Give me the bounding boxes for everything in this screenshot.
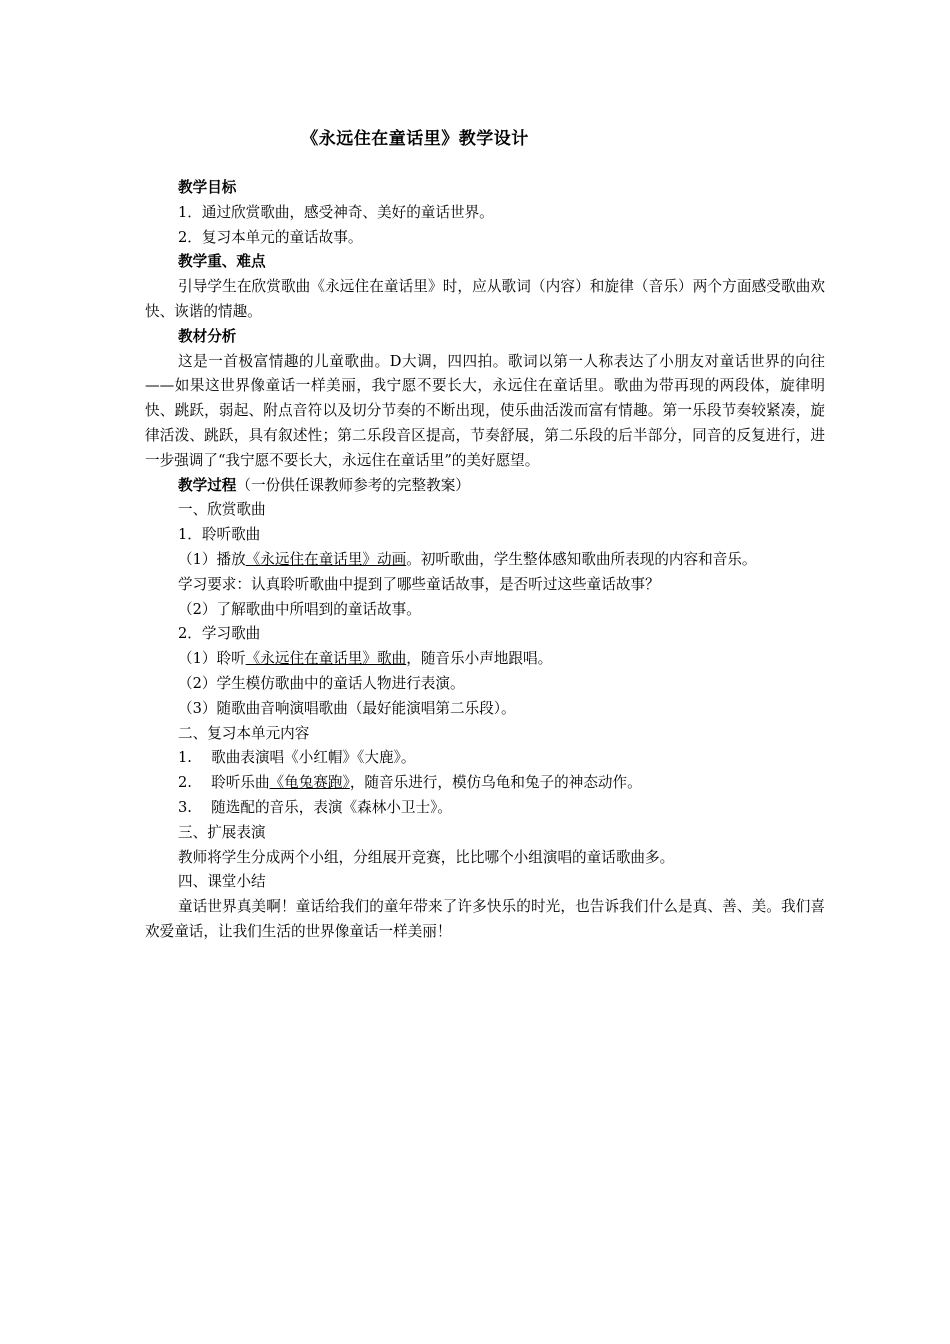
analysis-text: 这是一首极富情趣的儿童歌曲。D大调，四四拍。歌词以第一人称表达了小朋友对童话世界的向往——如果这世界像童话一样美丽，我宁愿不要长大，永远住在童话里。歌曲为带再现的两段体，旋律明快、跳跃，弱起、附点音符以及切分节奏的不断出现，使乐曲活泼而富有情趣。第一乐段节奏较紧凑，旋律活泼、跳跃，具有叙述性；第二乐段音区提高，节奏舒展，第二乐段的后半部分，同音的反复进行，进一步强调了“我宁愿不要长大，永远住在童话里”的美好愿望。 (145, 352, 825, 469)
analysis-heading: 教材分析 (178, 327, 237, 345)
key-points-heading: 教学重、难点 (178, 253, 266, 271)
section-4-text: 童话世界真美啊！童话给我们的童年带来了许多快乐的时光，也告诉我们什么是真、善、美。我们喜欢爱童话，让我们生活的世界像童话一样美丽！ (145, 898, 825, 940)
goal-item: 1．通过欣赏歌曲，感受神奇、美好的童话世界。 (178, 203, 494, 221)
section-4-title: 四、课堂小结 (178, 873, 266, 891)
process-heading-note: （一份供任课教师参考的完整教案） (236, 476, 470, 494)
music-link[interactable]: 《龟兔赛跑》 (269, 774, 350, 792)
document-body (145, 176, 825, 945)
animation-link[interactable]: 《永远住在童话里》动画 (245, 550, 407, 568)
section-3-title: 三、扩展表演 (178, 823, 266, 841)
section-1-title: 一、欣赏歌曲 (178, 501, 266, 519)
section-2-item: 2. 聆听乐曲《龟兔赛跑》，随音乐进行，模仿乌龟和兔子的神态动作。 (178, 774, 642, 792)
section-1-2-b: （2）学生模仿歌曲中的童话人物进行表演。 (178, 674, 465, 692)
goal-item: 2．复习本单元的童话故事。 (178, 228, 363, 246)
goals-heading: 教学目标 (178, 179, 237, 196)
section-1-1-b: （2）了解歌曲中所唱到的童话故事。 (178, 600, 421, 618)
section-3-text: 教师将学生分成两个小组，分组展开竞赛，比比哪个小组演唱的童话歌曲多。 (178, 848, 675, 866)
key-points-text: 引导学生在欣赏歌曲《永远住在童话里》时，应从歌词（内容）和旋律（音乐）两个方面感受歌曲欢快、诙谐的情趣。 (145, 278, 825, 320)
song-link[interactable]: 《永远住在童话里》歌曲 (245, 650, 407, 668)
process-heading: 教学过程 (178, 476, 237, 494)
section-1-1-a: （1）播放《永远住在童话里》动画。初听歌曲，学生整体感知歌曲所表现的内容和音乐。 (178, 550, 757, 568)
section-2-title: 二、复习本单元内容 (178, 724, 310, 742)
section-1-2-c: （3）随歌曲音响演唱歌曲（最好能演唱第二乐段）。 (178, 699, 516, 717)
section-1-2-a: （1）聆听《永远住在童话里》歌曲，随音乐小声地跟唱。 (178, 650, 553, 668)
section-2-item: 3. 随选配的音乐，表演《森林小卫士》。 (178, 798, 452, 816)
section-1-1-requirement: 学习要求：认真聆听歌曲中提到了哪些童话故事，是否听过这些童话故事？ (178, 575, 660, 593)
section-1-1-title: 1．聆听歌曲 (178, 526, 261, 544)
document-title: 《永远住在童话里》教学设计 (301, 129, 529, 149)
section-1-2-title: 2．学习歌曲 (178, 625, 261, 643)
section-2-item: 1. 歌曲表演唱《小红帽》《大鹿》。 (178, 749, 416, 767)
process-heading-line (145, 474, 825, 499)
